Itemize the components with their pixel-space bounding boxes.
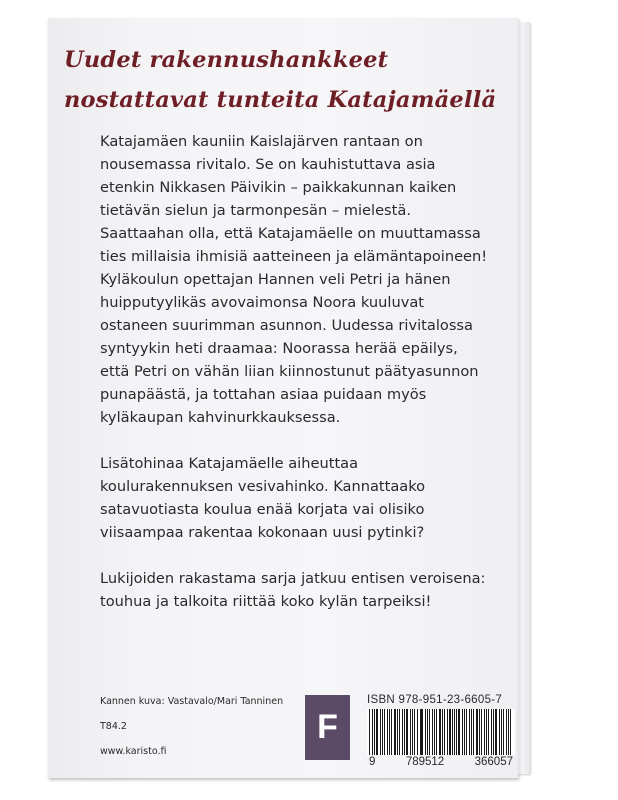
barcode-bar (499, 709, 500, 755)
barcode-bar (402, 709, 403, 755)
barcode-bar (462, 709, 463, 755)
barcode-bar (412, 709, 413, 755)
barcode-bar (501, 709, 502, 755)
publisher-logo-letter: F (317, 708, 338, 746)
headline (64, 40, 514, 120)
barcode-digit-group-2: 366057 (474, 756, 513, 768)
footer-info (100, 695, 283, 770)
barcode-bar (458, 709, 460, 755)
barcode-bar (399, 709, 400, 755)
barcode-bar (449, 709, 450, 755)
barcode-bar (417, 709, 418, 755)
barcode (367, 709, 515, 755)
barcode-bar (503, 709, 504, 755)
barcode-bar (429, 709, 430, 755)
barcode-bar (380, 709, 381, 755)
barcode-bar (442, 709, 443, 755)
barcode-digit-lead: 9 (369, 756, 376, 768)
barcode-digit-group-1: 789512 (405, 756, 445, 768)
headline-line-2: nostattavat tunteita Katajamäellä (64, 87, 497, 113)
barcode-bar (495, 709, 497, 755)
barcode-bar (421, 709, 423, 755)
blurb-paragraph-2: Lisätohinaa Katajamäelle aiheuttaa koulurakennuksen vesivahinko. Kannattaako satavuotiasta koulua enää korjata vai olisiko viisaampaa rakentaa kokonaan uusi pytinki? (100, 455, 426, 541)
barcode-bar (374, 709, 375, 755)
headline-line-1: Uudet rakennushankkeet (64, 47, 389, 73)
blurb-paragraph-3: Lukijoiden rakastama sarja jatkuu entisen veroisena: touhua ja talkoita riittää koko kylän tarpeiksi! (100, 570, 486, 610)
barcode-bar (488, 709, 489, 755)
barcode-bar (372, 709, 373, 755)
blurb (100, 130, 520, 636)
barcode-bar (447, 709, 448, 755)
barcode-bar (427, 709, 428, 755)
barcode-bar (476, 709, 478, 755)
barcode-bar (384, 709, 385, 755)
barcode-bar (444, 709, 445, 755)
barcode-bar (397, 709, 398, 755)
barcode-bar (434, 709, 435, 755)
barcode-bar (394, 709, 396, 755)
isbn-label: ISBN 978-951-23-6605-7 (367, 694, 503, 706)
cover-credit: Kannen kuva: Vastavalo/Mari Tanninen (100, 696, 284, 707)
barcode-bar (432, 709, 433, 755)
barcode-bar (479, 709, 480, 755)
barcode-bar (454, 709, 455, 755)
isbn-block (367, 694, 515, 768)
barcode-bar (410, 709, 411, 755)
barcode-bar (439, 709, 441, 755)
barcode-bar (389, 709, 390, 755)
barcode-bar (473, 709, 474, 755)
barcode-digits (367, 756, 515, 768)
barcode-bar (406, 709, 408, 755)
barcode-bar (452, 709, 453, 755)
barcode-bar (506, 709, 507, 755)
barcode-bar (420, 709, 421, 755)
barcode-bar (369, 709, 370, 755)
barcode-bar (404, 709, 405, 755)
barcode-bar (436, 709, 437, 755)
barcode-bar (471, 709, 472, 755)
barcode-bar (493, 709, 494, 755)
barcode-bar (510, 709, 511, 755)
barcode-bar (464, 709, 465, 755)
blurb-paragraph-1: Katajamäen kauniin Kaislajärven rantaan on nousemassa rivitalo. Se on kauhistuttava asia etenkin Nikkasen Päivikin – paikkakunnan kaiken tietävän sielun ja tarmonpesän – mielestä. Saattaahan olla, että Katajamäelle on muuttamassa ties millaisia ihmisiä aatteineen ja elämäntapoineen! Kyläkoulun opettajan Hannen veli Petri ja hänen huipputyylikäs avovaimonsa Noora kuuluvat ostaneen suurimman asunnon. Uudessa rivitalossa syntyykin heti draamaa: Noorassa herää epäilys, että Petri on vähän liian kiinnostunut päätyasunnon punapäästä, ja tottahan asiaa puidaan myös kyläkaupan kahvinurkkauksessa. (100, 133, 488, 426)
classification-code: T84.2 (100, 721, 127, 732)
barcode-bar (391, 709, 392, 755)
barcode-bar (387, 709, 388, 755)
publisher-logo (305, 695, 350, 760)
barcode-bar (484, 709, 485, 755)
barcode-bar (382, 709, 383, 755)
barcode-bar (491, 709, 492, 755)
barcode-bar (466, 709, 467, 755)
barcode-bar (456, 709, 457, 755)
barcode-bar (508, 709, 509, 755)
barcode-bar (414, 709, 415, 755)
barcode-bar (481, 709, 482, 755)
publisher-website: www.karisto.fi (100, 746, 167, 757)
barcode-bar (425, 709, 426, 755)
barcode-bar (486, 709, 487, 755)
barcode-bar (469, 709, 470, 755)
barcode-bar (376, 709, 378, 755)
